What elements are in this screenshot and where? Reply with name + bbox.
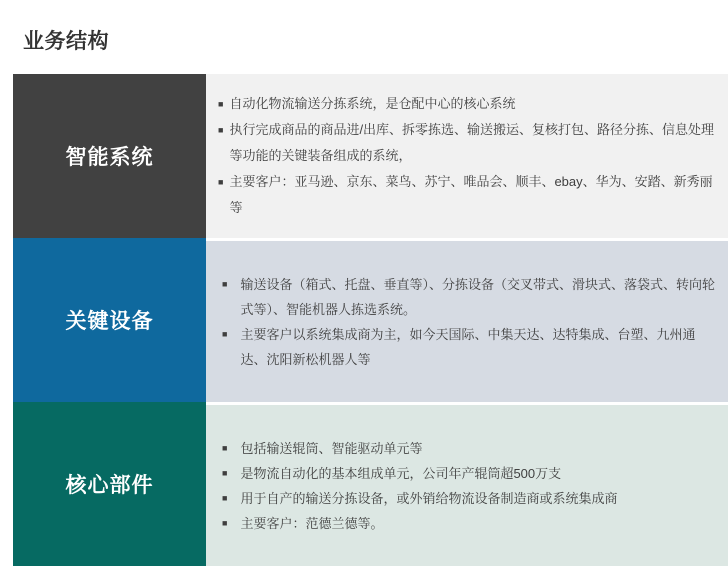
business-structure-table <box>13 74 728 566</box>
bullet-text: 自动化物流输送分拣系统，是仓配中心的核心系统 <box>229 96 516 111</box>
list-item <box>222 436 617 461</box>
list-item <box>218 117 720 169</box>
row-content-smart-systems <box>206 74 728 238</box>
bullet-text: 执行完成商品的商品进/出库、拆零拣选、输送搬运、复核打包、路径分拣、信息处理等功能的关键装备组成的系统， <box>229 122 715 163</box>
table-row-core-components <box>13 402 728 566</box>
table-row-key-equipment <box>13 238 728 402</box>
bullet-square-icon: ■ <box>218 177 224 187</box>
bullet-text: 用于自产的输送分拣设备，或外销给物流设备制造商或系统集成商 <box>240 490 618 506</box>
bullet-list <box>222 272 720 372</box>
list-item <box>222 511 617 536</box>
bullet-square-icon: ■ <box>218 125 224 135</box>
list-item <box>222 461 617 486</box>
row-label-smart-systems: 智能系统 <box>13 74 206 238</box>
bullet-square-icon: ■ <box>222 278 228 289</box>
bullet-square-icon: ■ <box>222 467 228 478</box>
bullet-square-icon: ■ <box>222 492 228 503</box>
row-label-key-equipment: 关键设备 <box>13 238 206 402</box>
bullet-square-icon: ■ <box>222 442 228 453</box>
bullet-square-icon: ■ <box>218 99 224 109</box>
list-item <box>222 486 617 511</box>
table-row-smart-systems <box>13 74 728 238</box>
row-label-core-components: 核心部件 <box>13 402 206 566</box>
bullet-list <box>222 436 617 536</box>
list-item <box>222 322 720 372</box>
bullet-square-icon: ■ <box>222 517 228 528</box>
bullet-list <box>218 91 720 221</box>
list-item <box>222 272 720 322</box>
bullet-square-icon: ■ <box>222 328 228 339</box>
page-title: 业务结构 <box>23 30 109 53</box>
row-content-core-components <box>206 402 728 566</box>
list-item <box>218 91 720 117</box>
row-content-key-equipment <box>206 238 728 402</box>
bullet-text: 主要客户：范德兰德等。 <box>240 515 384 531</box>
bullet-text: 主要客户以系统集成商为主，如今天国际、中集天达、达特集成、台塑、九州通达、沈阳新松机器人等 <box>240 326 696 367</box>
bullet-text: 主要客户：亚马逊、京东、菜鸟、苏宁、唯品会、顺丰、ebay、华为、安踏、新秀丽等 <box>229 174 713 215</box>
list-item <box>218 169 720 221</box>
bullet-text: 包括输送辊筒、智能驱动单元等 <box>240 440 423 456</box>
bullet-text: 是物流自动化的基本组成单元，公司年产辊筒超500万支 <box>240 465 562 481</box>
bullet-text: 输送设备（箱式、托盘、垂直等）、分拣设备（交叉带式、滑块式、落袋式、转向轮式等）、智能机器人拣选系统。 <box>240 276 715 317</box>
